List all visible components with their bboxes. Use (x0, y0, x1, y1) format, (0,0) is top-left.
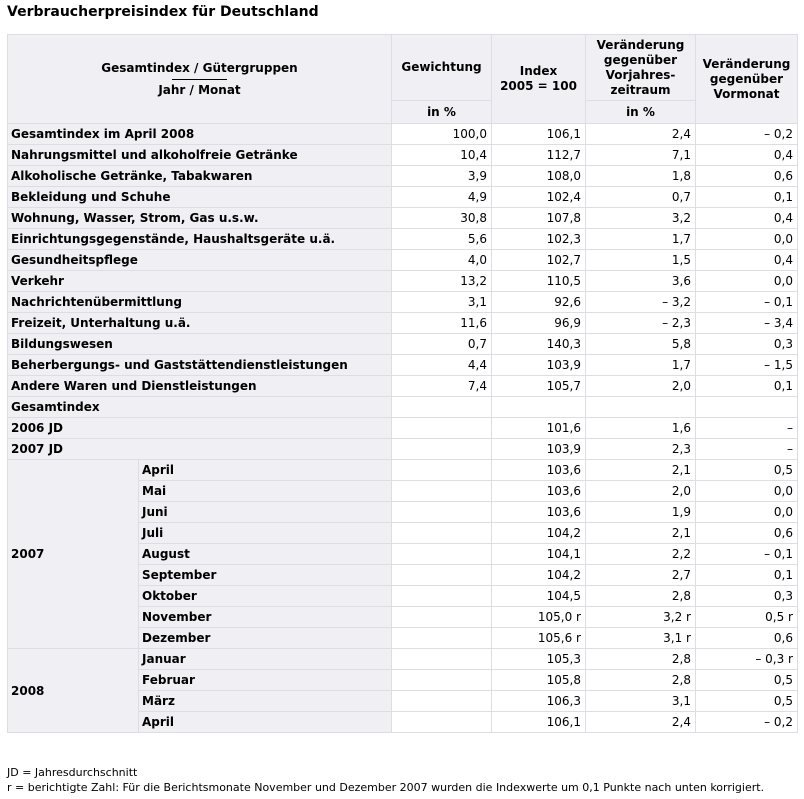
table-row (8, 124, 798, 145)
weight-cell: 3,9 (392, 166, 492, 187)
empty-cell (696, 397, 798, 418)
group-label: Andere Waren und Dienstleistungen (8, 376, 392, 397)
month-label: April (139, 712, 392, 733)
index-cell: 103,6 (492, 481, 586, 502)
month-label: August (139, 544, 392, 565)
table-row (8, 271, 798, 292)
header-change-prev-month (696, 35, 798, 124)
header-category (8, 35, 392, 124)
table-row (8, 397, 798, 418)
change-prev-month-cell: 0,6 (696, 523, 798, 544)
index-cell: 103,6 (492, 502, 586, 523)
header-index-line1: Index (519, 64, 558, 78)
table-row (8, 649, 798, 670)
index-cell: 104,2 (492, 523, 586, 544)
index-cell: 92,6 (492, 292, 586, 313)
index-cell: 105,7 (492, 376, 586, 397)
group-label: Verkehr (8, 271, 392, 292)
table-row (8, 439, 798, 460)
weight-cell: 5,6 (392, 229, 492, 250)
weight-cell (392, 586, 492, 607)
change-prev-month-cell: 0,5 (696, 670, 798, 691)
index-cell: 105,0 r (492, 607, 586, 628)
index-cell: 112,7 (492, 145, 586, 166)
group-label: Freizeit, Unterhaltung u.ä. (8, 313, 392, 334)
weight-cell: 3,1 (392, 292, 492, 313)
header-category-bottom: Jahr / Monat (158, 82, 241, 97)
change-prev-month-cell: 0,5 (696, 691, 798, 712)
table-row (8, 313, 798, 334)
change-prev-month-cell: – 1,5 (696, 355, 798, 376)
header-weight: Gewichtung (392, 35, 492, 101)
empty-cell (586, 397, 696, 418)
table-row (8, 145, 798, 166)
page-title: Verbraucherpreisindex für Deutschland (7, 4, 319, 20)
month-label: Juli (139, 523, 392, 544)
change-prev-month-cell: – (696, 439, 798, 460)
index-cell: 106,3 (492, 691, 586, 712)
change-prev-month-cell: 0,1 (696, 565, 798, 586)
index-cell: 101,6 (492, 418, 586, 439)
table-row (8, 292, 798, 313)
index-cell: 106,1 (492, 712, 586, 733)
weight-cell (392, 523, 492, 544)
weight-cell (392, 670, 492, 691)
change-prev-year-cell: 0,7 (586, 187, 696, 208)
header-vj-line4: zeitraum (610, 82, 671, 97)
header-change-prev-year (586, 35, 696, 101)
empty-cell (392, 397, 492, 418)
change-prev-month-cell: 0,3 (696, 586, 798, 607)
weight-cell (392, 502, 492, 523)
change-prev-year-cell: 2,8 (586, 649, 696, 670)
change-prev-year-cell: 5,8 (586, 334, 696, 355)
group-label: Beherbergungs- und Gaststättendienstleistungen (8, 355, 392, 376)
index-cell: 106,1 (492, 124, 586, 145)
change-prev-year-cell: 1,7 (586, 355, 696, 376)
change-prev-month-cell: 0,4 (696, 250, 798, 271)
month-label: März (139, 691, 392, 712)
change-prev-month-cell: – 0,1 (696, 292, 798, 313)
change-prev-year-cell: 3,1 r (586, 628, 696, 649)
weight-cell: 10,4 (392, 145, 492, 166)
change-prev-month-cell: 0,1 (696, 187, 798, 208)
index-cell: 104,1 (492, 544, 586, 565)
change-prev-month-cell: – 0,3 r (696, 649, 798, 670)
change-prev-month-cell: 0,0 (696, 481, 798, 502)
group-label: Alkoholische Getränke, Tabakwaren (8, 166, 392, 187)
header-divider (172, 79, 227, 80)
header-vj-line1: Veränderung (596, 37, 685, 52)
month-label: Juni (139, 502, 392, 523)
index-cell: 103,9 (492, 355, 586, 376)
weight-cell: 13,2 (392, 271, 492, 292)
index-cell: 105,6 r (492, 628, 586, 649)
empty-cell (492, 397, 586, 418)
header-index (492, 35, 586, 124)
change-prev-year-cell: 2,8 (586, 586, 696, 607)
change-prev-month-cell: 0,0 (696, 502, 798, 523)
header-change-unit: in % (586, 101, 696, 124)
table-row (8, 460, 798, 481)
change-prev-year-cell: 2,4 (586, 712, 696, 733)
index-cell: 103,6 (492, 460, 586, 481)
year-label: 2007 (8, 460, 139, 649)
weight-cell (392, 628, 492, 649)
weight-cell (392, 439, 492, 460)
footnotes (7, 765, 764, 795)
weight-cell (392, 649, 492, 670)
change-prev-year-cell: 1,6 (586, 418, 696, 439)
change-prev-year-cell: 1,9 (586, 502, 696, 523)
change-prev-year-cell: 7,1 (586, 145, 696, 166)
index-cell: 103,9 (492, 439, 586, 460)
change-prev-year-cell: 3,2 r (586, 607, 696, 628)
change-prev-year-cell: 2,3 (586, 439, 696, 460)
table-row (8, 208, 798, 229)
group-label: Bildungswesen (8, 334, 392, 355)
change-prev-year-cell: 2,1 (586, 523, 696, 544)
weight-cell (392, 418, 492, 439)
change-prev-year-cell: 2,8 (586, 670, 696, 691)
group-label: Nachrichtenübermittlung (8, 292, 392, 313)
change-prev-month-cell: 0,4 (696, 208, 798, 229)
weight-cell (392, 544, 492, 565)
footnote-jd: JD = Jahresdurchschnitt (7, 766, 138, 779)
header-vj-line2: gegenüber (603, 52, 678, 67)
weight-cell: 4,0 (392, 250, 492, 271)
weight-cell: 0,7 (392, 334, 492, 355)
index-cell: 102,3 (492, 229, 586, 250)
weight-cell: 30,8 (392, 208, 492, 229)
change-prev-year-cell: – 3,2 (586, 292, 696, 313)
index-cell: 104,5 (492, 586, 586, 607)
index-cell: 140,3 (492, 334, 586, 355)
change-prev-year-cell: 1,5 (586, 250, 696, 271)
index-cell: 104,2 (492, 565, 586, 586)
change-prev-year-cell: 1,7 (586, 229, 696, 250)
gesamtindex-label: Gesamtindex (8, 397, 392, 418)
group-label: Einrichtungsgegenstände, Haushaltsgeräte u.ä. (8, 229, 392, 250)
change-prev-year-cell: 2,0 (586, 376, 696, 397)
change-prev-year-cell: – 2,3 (586, 313, 696, 334)
header-vm-line1: Veränderung (702, 56, 791, 71)
table-row (8, 334, 798, 355)
group-label: Gesamtindex im April 2008 (8, 124, 392, 145)
header-vj-line3: Vorjahres- (605, 67, 676, 82)
table-row (8, 166, 798, 187)
change-prev-month-cell: – 0,2 (696, 712, 798, 733)
weight-cell (392, 691, 492, 712)
change-prev-month-cell: 0,0 (696, 229, 798, 250)
change-prev-year-cell: 3,1 (586, 691, 696, 712)
change-prev-year-cell: 1,8 (586, 166, 696, 187)
weight-cell: 7,4 (392, 376, 492, 397)
weight-cell: 11,6 (392, 313, 492, 334)
weight-cell (392, 481, 492, 502)
month-label: Mai (139, 481, 392, 502)
table-row (8, 355, 798, 376)
month-label: November (139, 607, 392, 628)
change-prev-month-cell: 0,6 (696, 166, 798, 187)
index-cell: 108,0 (492, 166, 586, 187)
change-prev-month-cell: – 0,1 (696, 544, 798, 565)
table-row (8, 376, 798, 397)
index-cell: 107,8 (492, 208, 586, 229)
group-label: Gesundheitspflege (8, 250, 392, 271)
table-body (8, 124, 798, 733)
change-prev-year-cell: 3,6 (586, 271, 696, 292)
weight-cell: 100,0 (392, 124, 492, 145)
annual-label: 2006 JD (8, 418, 392, 439)
change-prev-year-cell: 2,0 (586, 481, 696, 502)
change-prev-month-cell: – 3,4 (696, 313, 798, 334)
index-cell: 102,4 (492, 187, 586, 208)
table-row (8, 418, 798, 439)
table-row (8, 250, 798, 271)
change-prev-month-cell: – 0,2 (696, 124, 798, 145)
header-weight-unit: in % (392, 101, 492, 124)
index-cell: 96,9 (492, 313, 586, 334)
change-prev-month-cell: 0,4 (696, 145, 798, 166)
group-label: Bekleidung und Schuhe (8, 187, 392, 208)
weight-cell: 4,4 (392, 355, 492, 376)
month-label: April (139, 460, 392, 481)
weight-cell (392, 607, 492, 628)
table-row (8, 187, 798, 208)
table-row (8, 229, 798, 250)
annual-label: 2007 JD (8, 439, 392, 460)
change-prev-year-cell: 2,4 (586, 124, 696, 145)
weight-cell: 4,9 (392, 187, 492, 208)
header-category-top: Gesamtindex / Gütergruppen (101, 60, 298, 75)
footnote-r: r = berichtigte Zahl: Für die Berichtsmonate November und Dezember 2007 wurden die Indexwerte um 0,1 Punkte nach unten korrigiert. (7, 781, 765, 794)
month-label: Dezember (139, 628, 392, 649)
change-prev-month-cell: – (696, 418, 798, 439)
index-cell: 105,3 (492, 649, 586, 670)
index-cell: 105,8 (492, 670, 586, 691)
change-prev-year-cell: 2,1 (586, 460, 696, 481)
change-prev-month-cell: 0,1 (696, 376, 798, 397)
group-label: Nahrungsmittel und alkoholfreie Getränke (8, 145, 392, 166)
change-prev-month-cell: 0,3 (696, 334, 798, 355)
month-label: September (139, 565, 392, 586)
month-label: Oktober (139, 586, 392, 607)
header-vm-line3: Vormonat (713, 86, 780, 101)
table-header (8, 35, 798, 124)
year-label: 2008 (8, 649, 139, 733)
header-index-line2: 2005 = 100 (500, 79, 577, 93)
month-label: Februar (139, 670, 392, 691)
change-prev-year-cell: 3,2 (586, 208, 696, 229)
group-label: Wohnung, Wasser, Strom, Gas u.s.w. (8, 208, 392, 229)
change-prev-month-cell: 0,5 r (696, 607, 798, 628)
weight-cell (392, 460, 492, 481)
cpi-table (7, 34, 798, 733)
change-prev-year-cell: 2,2 (586, 544, 696, 565)
change-prev-month-cell: 0,6 (696, 628, 798, 649)
index-cell: 102,7 (492, 250, 586, 271)
change-prev-year-cell: 2,7 (586, 565, 696, 586)
change-prev-month-cell: 0,5 (696, 460, 798, 481)
weight-cell (392, 565, 492, 586)
weight-cell (392, 712, 492, 733)
index-cell: 110,5 (492, 271, 586, 292)
month-label: Januar (139, 649, 392, 670)
change-prev-month-cell: 0,0 (696, 271, 798, 292)
header-vm-line2: gegenüber (709, 71, 784, 86)
